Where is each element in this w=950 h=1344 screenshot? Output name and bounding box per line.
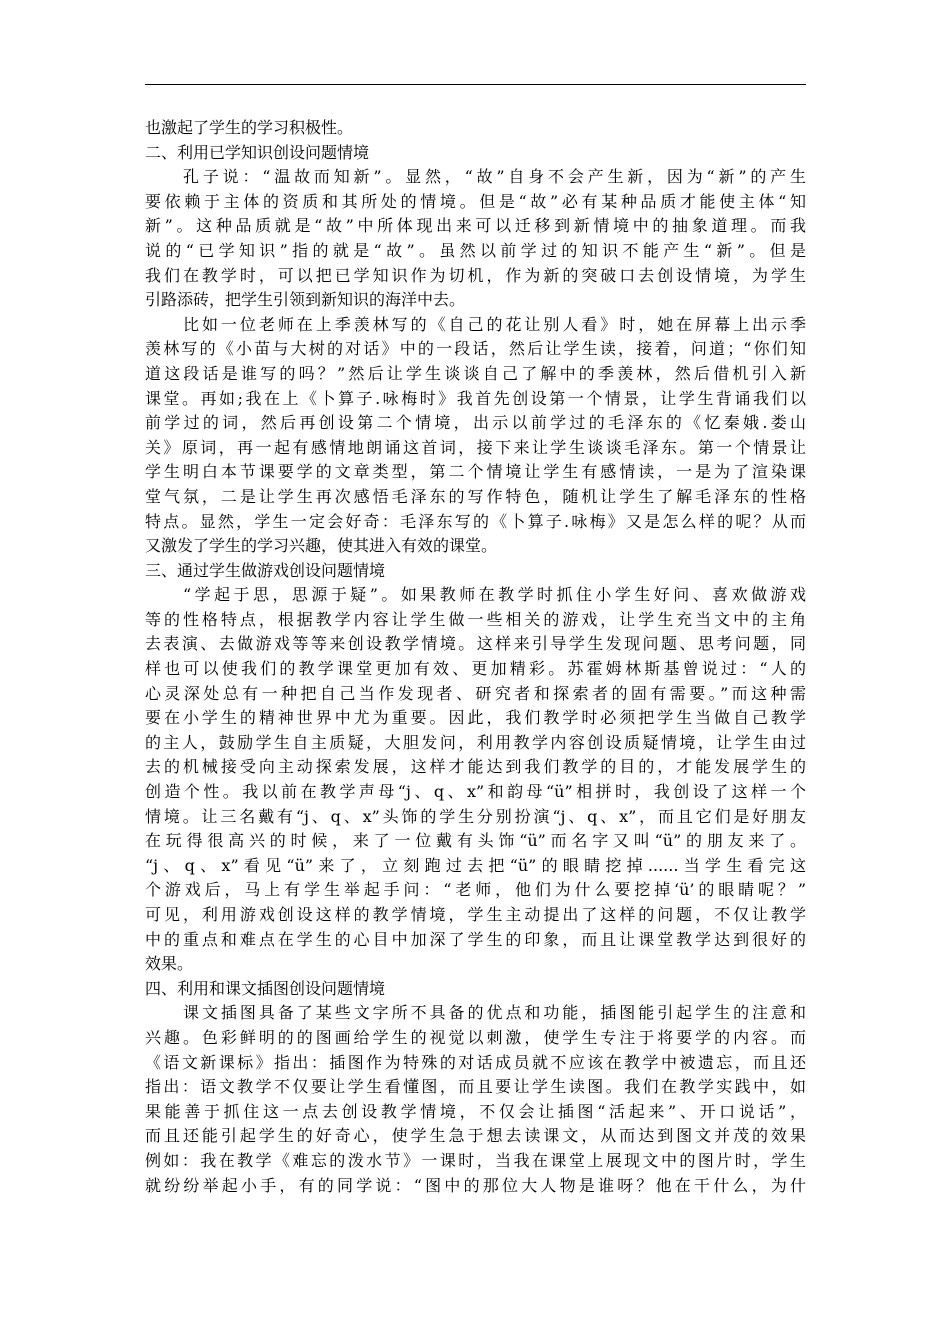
text-line: 道这段话是谁写的吗？”然后让学生谈谈自己了解中的季羡林，然后借机引入新 bbox=[145, 363, 806, 383]
text-line: 在玩得很高兴的时候，来了一位戴有头饰“ü”而名字又叫“ü”的朋友来了。 bbox=[145, 831, 806, 851]
text-line: 等的性格特点，根据教学内容让学生做一些相关的游戏，让学生充当文中的主角 bbox=[145, 609, 806, 629]
text-line: 我们在教学时，可以把已学知识作为切机，作为新的突破口去创设情境，为学生 bbox=[145, 265, 806, 285]
text-line: 引路添砖，把学生引领到新知识的海洋中去。 bbox=[145, 290, 466, 310]
text-line: 指出：语文教学不仅要让学生看懂图，而且要让学生读图。我们在教学实践中，如 bbox=[145, 1077, 806, 1097]
text-line: 又激发了学生的学习兴趣，使其进入有效的课堂。 bbox=[145, 536, 498, 556]
text-line: 也激起了学生的学习积极性。 bbox=[145, 118, 354, 137]
text-line: “学起于思，思源于疑”。如果教师在教学时抓住小学生好问、喜欢做游戏 bbox=[183, 585, 806, 605]
text-line: 情境。让三名戴有“j、q、x”头饰的学生分别扮演“j、q、x”，而且它们是好朋友 bbox=[145, 806, 806, 826]
text-line: 果能善于抓住这一点去创设教学情境，不仅会让插图“活起来”、开口说话”， bbox=[145, 1101, 806, 1121]
text-line: 心灵深处总有一种把自己当作发现者、研究者和探索者的固有需要。”而这种需 bbox=[145, 683, 806, 703]
text-line: 要在小学生的精神世界中尤为重要。因此，我们教学时必须把学生当做自己教学 bbox=[145, 708, 806, 728]
text-line: 个游戏后，马上有学生举起手问：“老师，他们为什么要挖掉‘ü’的眼睛呢？” bbox=[145, 880, 806, 900]
text-line: 比如一位老师在上季羡林写的《自己的花让别人看》时，她在屏幕上出示季 bbox=[183, 314, 806, 334]
text-line: 孔子说：“温故而知新”。显然，“故”自身不会产生新，因为“新”的产生 bbox=[183, 167, 806, 187]
header-rule bbox=[145, 84, 806, 85]
text-line: “j、q、x”看见“ü”来了，立刻跑过去把“ü”的眼睛挖掉......当学生看完这 bbox=[145, 855, 806, 875]
text-line: 效果。 bbox=[145, 954, 194, 974]
text-line: 说的“已学知识”指的就是“故”。虽然以前学过的知识不能产生“新”。但是 bbox=[145, 240, 806, 260]
text-line: 《语文新课标》指出：插图作为特殊的对话成员就不应该在教学中被遗忘，而且还 bbox=[145, 1052, 806, 1072]
text-line: 堂气氛，二是让学生再次感悟毛泽东的写作特色，随机让学生了解毛泽东的性格 bbox=[145, 486, 806, 506]
text-line: 创造个性。我以前在教学声母“j、q、x”和韵母“ü”相拼时，我创设了这样一个 bbox=[145, 782, 806, 802]
text-line: 三、通过学生做游戏创设问题情境 bbox=[145, 560, 386, 580]
text-line: 关》原词，再一起有感情地朗诵这首词，接下来让学生谈谈毛泽东。第一个情景让 bbox=[145, 437, 806, 457]
document-body bbox=[145, 116, 806, 1198]
text-line: 去表演、去做游戏等等来创设教学情境。这样来引导学生发现问题、思考问题，同 bbox=[145, 634, 806, 654]
text-line: 前学过的词，然后再创设第二个情境，出示以前学过的毛泽东的《忆秦娥.娄山 bbox=[145, 413, 806, 433]
text-line: 学生明白本节课要学的文章类型，第二个情境让学生有感情读，一是为了渲染课 bbox=[145, 462, 806, 482]
text-line: 就纷纷举起小手，有的同学说：“图中的那位大人物是谁呀？他在干什么，为什 bbox=[145, 1175, 806, 1195]
text-line: 四、利用和课文插图创设问题情境 bbox=[145, 978, 386, 998]
text-line: 二、利用已学知识创设问题情境 bbox=[145, 142, 370, 162]
text-line: 的主人，鼓励学生自主质疑，大胆发问，利用教学内容创设质疑情境，让学生由过 bbox=[145, 732, 806, 752]
text-line: 要依赖于主体的资质和其所处的情境。但是“故”必有某种品质才能使主体“知 bbox=[145, 191, 806, 211]
text-line: 可见，利用游戏创设这样的教学情境，学生主动提出了这样的问题，不仅让教学 bbox=[145, 905, 806, 924]
text-line: 特点。显然，学生一定会好奇：毛泽东写的《卜算子.咏梅》又是怎么样的呢？从而 bbox=[145, 511, 806, 531]
text-line: 兴趣。色彩鲜明的的图画给学生的视觉以刺激，使学生专注于将要学的内容。而 bbox=[145, 1027, 806, 1047]
text-line: 课堂。再如;我在上《卜算子.咏梅时》我首先创设第一个情景，让学生背诵我们以 bbox=[145, 388, 806, 408]
text-line: 中的重点和难点在学生的心目中加深了学生的印象，而且让课堂教学达到很好的 bbox=[145, 929, 806, 949]
text-line: 羡林写的《小苗与大树的对话》中的一段话，然后让学生读，接着，问道；“你们知 bbox=[145, 339, 806, 359]
text-line: 课文插图具备了某些文字所不具备的优点和功能，插图能引起学生的注意和 bbox=[183, 1003, 806, 1023]
text-line: 例如：我在教学《难忘的泼水节》一课时，当我在课堂上展现文中的图片时，学生 bbox=[145, 1150, 806, 1170]
text-line: 去的机械接受向主动探索发展，这样才能达到我们教学的目的，才能发展学生的 bbox=[145, 757, 806, 777]
text-line: 而且还能引起学生的好奇心，使学生急于想去读课文，从而达到图文并茂的效果 bbox=[145, 1126, 806, 1146]
text-line: 新”。这种品质就是“故”中所体现出来可以迁移到新情境中的抽象道理。而我 bbox=[145, 216, 806, 236]
text-line: 样也可以使我们的教学课堂更加有效、更加精彩。苏霍姆林斯基曾说过：“人的 bbox=[145, 659, 806, 679]
